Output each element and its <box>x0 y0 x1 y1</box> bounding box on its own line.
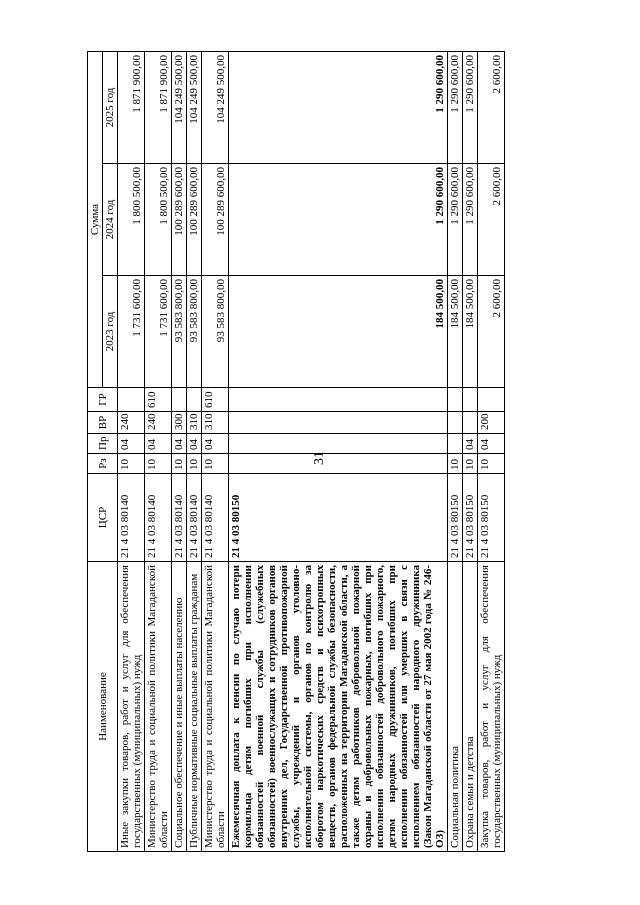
header-rz: Рз <box>88 454 118 474</box>
cell-y2023: 93 583 800,00 <box>187 276 202 388</box>
cell-gr <box>463 388 478 412</box>
page-number: 31 <box>312 451 327 465</box>
cell-pr <box>229 434 448 454</box>
cell-pr: 04 <box>172 434 187 454</box>
cell-gr <box>118 388 145 412</box>
cell-vr <box>448 412 463 434</box>
cell-pr: 04 <box>118 434 145 454</box>
header-year-2024: 2024 год <box>103 164 118 276</box>
cell-y2025: 104 249 500,00 <box>202 52 229 164</box>
cell-y2025: 1 871 900,00 <box>145 52 172 164</box>
cell-name: Иные закупки товаров, работ и услуг для обеспечения государственных (муниципальных) нужд <box>118 562 145 852</box>
header-sum: Сумма <box>88 52 103 388</box>
cell-gr <box>478 388 505 412</box>
budget-table-rotated <box>87 52 551 852</box>
cell-csr: 21 4 03 80140 <box>187 474 202 562</box>
cell-y2024: 1 290 600,00 <box>463 164 478 276</box>
header-csr: ЦСР <box>88 474 118 562</box>
cell-pr: 04 <box>187 434 202 454</box>
header-pr: Пр <box>88 434 118 454</box>
cell-rz: 10 <box>172 454 187 474</box>
cell-y2023: 1 731 600,00 <box>118 276 145 388</box>
cell-vr <box>229 412 448 434</box>
cell-gr <box>448 388 463 412</box>
cell-name: Министерство труда и социальной политики Магаданской области <box>202 562 229 852</box>
cell-vr: 240 <box>145 412 172 434</box>
cell-y2025: 1 871 900,00 <box>118 52 145 164</box>
cell-y2024: 1 290 600,00 <box>448 164 463 276</box>
cell-csr: 21 4 03 80150 <box>478 474 505 562</box>
cell-rz: 10 <box>145 454 172 474</box>
header-gr: ГР <box>88 388 118 412</box>
cell-y2023: 184 500,00 <box>229 276 448 388</box>
cell-pr: 04 <box>145 434 172 454</box>
cell-y2023: 184 500,00 <box>448 276 463 388</box>
cell-y2024: 1 800 500,00 <box>145 164 172 276</box>
table-row <box>448 52 463 852</box>
cell-rz <box>229 454 448 474</box>
cell-name: Социальная политика <box>448 562 463 852</box>
cell-rz: 10 <box>187 454 202 474</box>
table-body <box>118 52 505 852</box>
table-row <box>202 52 229 852</box>
cell-vr: 310 <box>187 412 202 434</box>
cell-csr: 21 4 03 80140 <box>202 474 229 562</box>
cell-rz: 10 <box>478 454 505 474</box>
table-row <box>172 52 187 852</box>
cell-name: Публичные нормативные социальные выплаты гражданам <box>187 562 202 852</box>
table-row <box>229 52 448 852</box>
cell-y2025: 1 290 600,00 <box>229 52 448 164</box>
cell-y2023: 184 500,00 <box>463 276 478 388</box>
header-row-1 <box>88 52 103 852</box>
cell-rz: 10 <box>448 454 463 474</box>
cell-pr: 04 <box>202 434 229 454</box>
cell-pr: 04 <box>478 434 505 454</box>
cell-name: Закупка товаров, работ и услуг для обеспечения государственных (муниципальных) нужд <box>478 562 505 852</box>
cell-y2024: 100 289 600,00 <box>172 164 187 276</box>
table-row <box>118 52 145 852</box>
cell-name: Охрана семьи и детства <box>463 562 478 852</box>
cell-csr: 21 4 03 80150 <box>229 474 448 562</box>
cell-vr: 200 <box>478 412 505 434</box>
cell-y2024: 1 290 600,00 <box>229 164 448 276</box>
cell-y2025: 2 600,00 <box>478 52 505 164</box>
cell-csr: 21 4 03 80140 <box>145 474 172 562</box>
cell-pr <box>448 434 463 454</box>
cell-name: Социальное обеспечение и иные выплаты населению <box>172 562 187 852</box>
cell-y2023: 2 600,00 <box>478 276 505 388</box>
cell-name: Ежемесячная доплата к пенсии по случаю потери кормильца детям погибших при исполнении обязанностей военной службы (служебных обязанностей) военнослужащих и сотрудников органов внутренних дел, Государственной противопожарной службы, учреждений и органов уголовно-исполнительной системы, органов по контролю за оборотом наркотических средств и психотропных веществ, органов федеральной службы безопасности, расположенных на территории Магаданской области, а также детям работников добровольной пожарной охраны и добровольных пожарных, погибших при исполнении обязанностей добровольного пожарного, детям народных дружинников, погибших при исполнении обязанностей или умерших в связи с исполнением обязанностей народного дружинника (Закон Магаданской области от 27 мая 2002 года № 246-ОЗ) <box>229 562 448 852</box>
header-year-2023: 2023 год <box>103 276 118 388</box>
cell-y2025: 104 249 500,00 <box>172 52 187 164</box>
table-row <box>145 52 172 852</box>
cell-vr: 310 <box>202 412 229 434</box>
cell-y2025: 104 249 500,00 <box>187 52 202 164</box>
cell-gr <box>172 388 187 412</box>
table-row <box>187 52 202 852</box>
cell-y2024: 100 289 600,00 <box>202 164 229 276</box>
cell-y2023: 93 583 800,00 <box>172 276 187 388</box>
cell-vr: 240 <box>118 412 145 434</box>
table-row <box>463 52 478 852</box>
cell-vr: 300 <box>172 412 187 434</box>
cell-gr <box>229 388 448 412</box>
header-name: Наименование <box>88 562 118 852</box>
cell-gr: 610 <box>145 388 172 412</box>
cell-rz: 10 <box>463 454 478 474</box>
cell-y2024: 1 800 500,00 <box>118 164 145 276</box>
table-row <box>478 52 505 852</box>
cell-csr: 21 4 03 80140 <box>118 474 145 562</box>
cell-pr: 04 <box>463 434 478 454</box>
cell-rz: 10 <box>202 454 229 474</box>
cell-csr: 21 4 03 80150 <box>463 474 478 562</box>
cell-y2024: 2 600,00 <box>478 164 505 276</box>
cell-rz: 10 <box>118 454 145 474</box>
header-year-2025: 2025 год <box>103 52 118 164</box>
cell-csr: 21 4 03 80150 <box>448 474 463 562</box>
cell-y2023: 93 583 800,00 <box>202 276 229 388</box>
cell-y2025: 1 290 600,00 <box>448 52 463 164</box>
cell-y2024: 100 289 600,00 <box>187 164 202 276</box>
header-vr: ВР <box>88 412 118 434</box>
cell-y2025: 1 290 600,00 <box>463 52 478 164</box>
budget-table <box>87 51 505 852</box>
cell-y2023: 1 731 600,00 <box>145 276 172 388</box>
cell-vr <box>463 412 478 434</box>
cell-csr: 21 4 03 80140 <box>172 474 187 562</box>
cell-gr: 610 <box>202 388 229 412</box>
cell-name: Министерство труда и социальной политики Магаданской области <box>145 562 172 852</box>
cell-gr <box>187 388 202 412</box>
